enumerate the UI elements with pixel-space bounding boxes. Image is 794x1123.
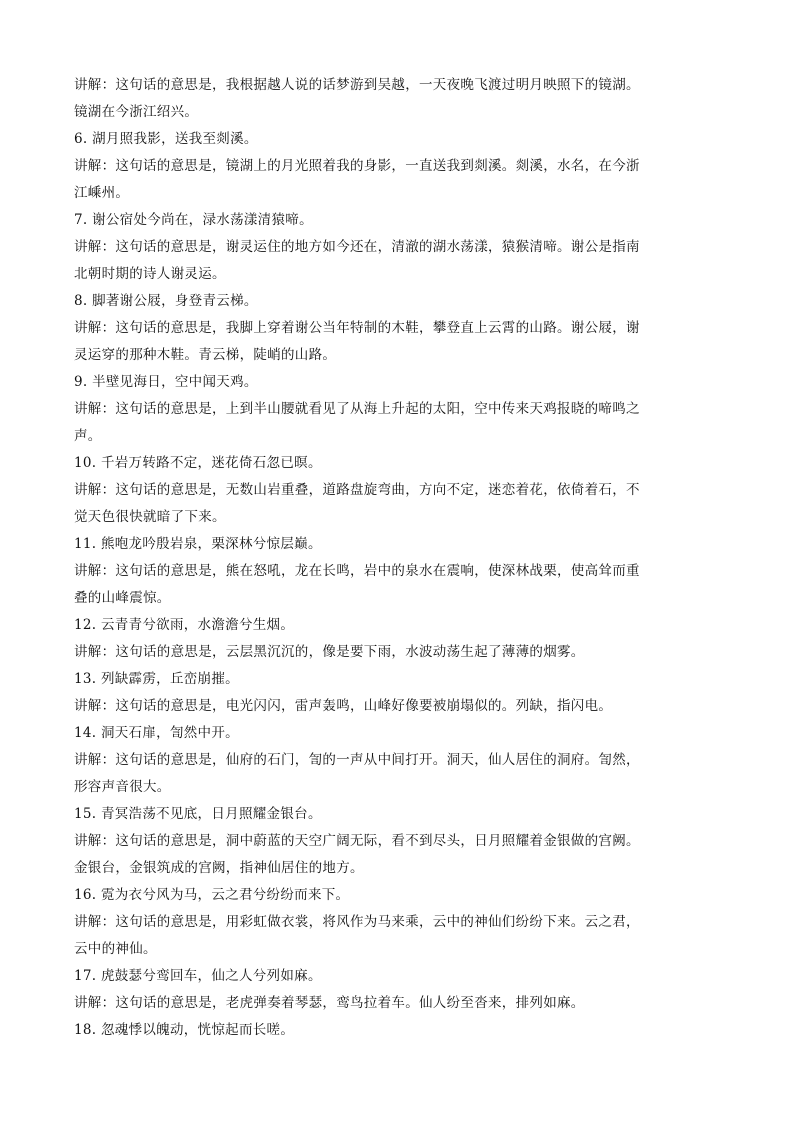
numbered-verse: 18. 忽魂悸以魄动，恍惊起而长嗟。 xyxy=(74,1022,295,1038)
text-line: 讲解：这句话的意思是，无数山岩重叠，道路盘旋弯曲，方向不定，迷恋着花，依倚着石，不 xyxy=(74,482,640,498)
numbered-verse: 16. 霓为衣兮风为马，云之君兮纷纷而来下。 xyxy=(74,887,350,903)
text-line: 北朝时期的诗人谢灵运。 xyxy=(74,266,226,282)
text-line: 讲解：这句话的意思是，谢灵运住的地方如今还在，清澈的湖水荡漾，猿猴清啼。谢公是指南 xyxy=(74,239,640,255)
numbered-verse: 6. 湖月照我影，送我至剡溪。 xyxy=(74,131,258,147)
numbered-verse: 17. 虎鼓瑟兮鸾回车，仙之人兮列如麻。 xyxy=(74,968,322,984)
numbered-verse: 15. 青冥浩荡不见底，日月照耀金银台。 xyxy=(74,806,322,822)
text-line: 觉天色很快就暗了下来。 xyxy=(74,509,226,525)
text-line: 讲解：这句话的意思是，熊在怒吼，龙在长鸣，岩中的泉水在震响，使深林战栗，使高耸而重 xyxy=(74,563,640,579)
text-line: 讲解：这句话的意思是，电光闪闪，雷声轰鸣，山峰好像要被崩塌似的。列缺，指闪电。 xyxy=(74,698,613,714)
text-line: 云中的神仙。 xyxy=(74,941,157,957)
text-line: 讲解：这句话的意思是，上到半山腰就看见了从海上升起的太阳，空中传来天鸡报晓的啼鸣之 xyxy=(74,401,640,417)
text-line: 讲解：这句话的意思是，我脚上穿着谢公当年特制的木鞋，攀登直上云霄的山路。谢公屐，谢 xyxy=(74,320,640,336)
text-line: 镜湖在今浙江绍兴。 xyxy=(74,104,199,120)
text-line: 讲解：这句话的意思是，洞中蔚蓝的天空广阔无际，看不到尽头，日月照耀着金银做的宫阙。 xyxy=(74,833,640,849)
numbered-verse: 13. 列缺霹雳，丘峦崩摧。 xyxy=(74,671,239,687)
text-line: 形容声音很大。 xyxy=(74,779,171,795)
numbered-verse: 12. 云青青兮欲雨，水澹澹兮生烟。 xyxy=(74,617,295,633)
numbered-verse: 10. 千岩万转路不定，迷花倚石忽已暝。 xyxy=(74,455,322,471)
text-line: 讲解：这句话的意思是，老虎弹奏着琴瑟，鸾鸟拉着车。仙人纷至沓来，排列如麻。 xyxy=(74,995,585,1011)
numbered-verse: 7. 谢公宿处今尚在，渌水荡漾清猿啼。 xyxy=(74,212,313,228)
numbered-verse: 14. 洞天石扉，訇然中开。 xyxy=(74,725,239,741)
numbered-verse: 9. 半壁见海日，空中闻天鸡。 xyxy=(74,374,258,390)
text-line: 声。 xyxy=(74,428,102,444)
text-line: 金银台，金银筑成的宫阙，指神仙居住的地方。 xyxy=(74,860,364,876)
numbered-verse: 11. 熊咆龙吟殷岩泉，栗深林兮惊层巅。 xyxy=(74,536,322,552)
document-page xyxy=(74,72,734,1044)
text-line: 讲解：这句话的意思是，仙府的石门，訇的一声从中间打开。洞天，仙人居住的洞府。訇然， xyxy=(74,752,640,768)
text-line: 讲解：这句话的意思是，镜湖上的月光照着我的身影，一直送我到剡溪。剡溪，水名，在今浙 xyxy=(74,158,640,174)
text-line: 江嵊州。 xyxy=(74,185,130,201)
text-line: 讲解：这句话的意思是，我根据越人说的话梦游到吴越，一天夜晚飞渡过明月映照下的镜湖。 xyxy=(74,77,640,93)
numbered-verse: 8. 脚著谢公屐，身登青云梯。 xyxy=(74,293,258,309)
text-line: 灵运穿的那种木鞋。青云梯，陡峭的山路。 xyxy=(74,347,337,363)
text-line: 讲解：这句话的意思是，云层黑沉沉的，像是要下雨，水波动荡生起了薄薄的烟雾。 xyxy=(74,644,585,660)
text-line: 讲解：这句话的意思是，用彩虹做衣裳，将风作为马来乘，云中的神仙们纷纷下来。云之君， xyxy=(74,914,640,930)
text-line: 叠的山峰震惊。 xyxy=(74,590,171,606)
